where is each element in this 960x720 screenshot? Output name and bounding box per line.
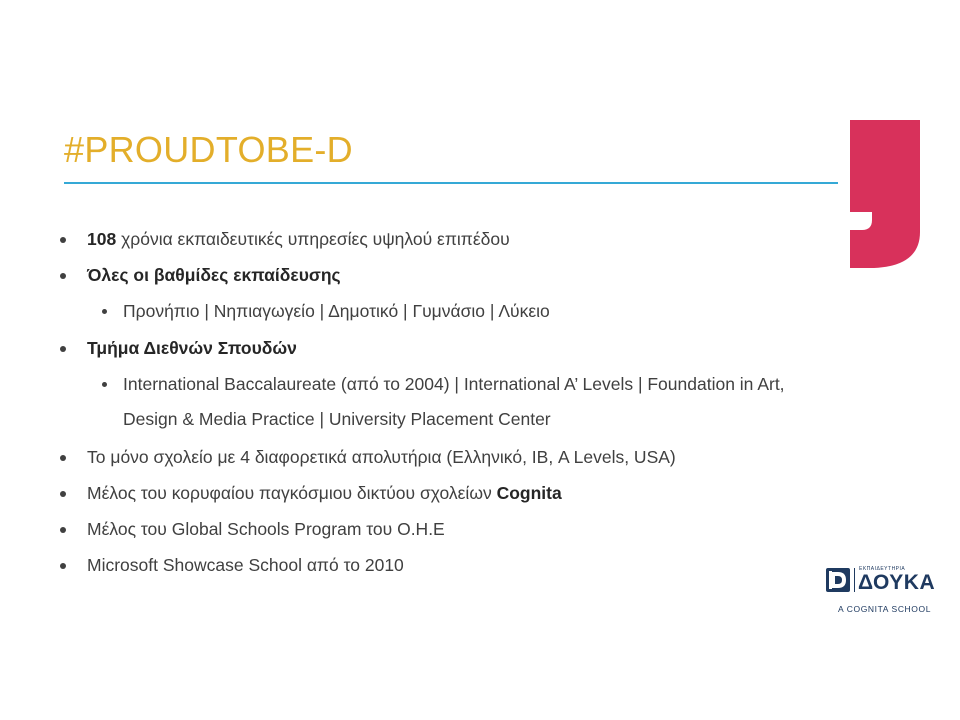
bullet-text: Μέλος του κορυφαίου παγκόσμιου δικτύου σχολείων (87, 483, 497, 503)
logo-divider (854, 568, 855, 592)
bullet-text: Μέλος του Global Schools Program του Ο.Η.Ε (87, 519, 445, 539)
bullet-dot (60, 273, 66, 279)
sub-bullet-dot (102, 382, 107, 387)
bullet-dot (60, 346, 66, 352)
bullet-bold: Cognita (496, 483, 562, 503)
bullet-dot (60, 455, 66, 461)
bullet-bold: Τμήμα Διεθνών Σπουδών (87, 338, 297, 358)
bullet-dot (60, 491, 66, 497)
bullet-text: Design & Media Practice | University Placement Center (123, 409, 551, 429)
bullet-bold: Όλες οι βαθμίδες εκπαίδευσης (87, 265, 341, 285)
bullet-text: χρόνια εκπαιδευτικές υπηρεσίες υψηλού επιπέδου (116, 229, 510, 249)
accent-comma-icon (850, 120, 920, 268)
school-logo (826, 566, 942, 616)
logo-name: ΔΟΥΚΑ (858, 571, 936, 594)
slide-title: #PROUDTOBE-D (64, 129, 353, 170)
sub-bullet-dot (102, 309, 107, 314)
logo-subtitle: ΕΚΠΑΙΔΕΥΤΗΡΙΑ (859, 566, 906, 572)
title-underline (64, 182, 838, 184)
bullet-bold: 108 (87, 229, 117, 249)
doukas-crest-icon (826, 568, 850, 592)
bullet-text: Microsoft Showcase School από το 2010 (87, 555, 404, 575)
bullet-text: Προνήπιο | Νηπιαγωγείο | Δημοτικό | Γυμνάσιο | Λύκειο (123, 301, 550, 321)
bullet-dot (60, 563, 66, 569)
logo-tagline: A COGNITA SCHOOL (838, 604, 932, 614)
bullet-text: International Baccalaureate (από το 2004) | International A’ Levels | Foundation in Art, (123, 374, 785, 394)
bullet-dot (60, 237, 66, 243)
bullet-dot (60, 527, 66, 533)
bullet-text: Το μόνο σχολείο με 4 διαφορετικά απολυτήρια (Ελληνικό, ΙΒ, A Levels, USA) (87, 447, 676, 467)
